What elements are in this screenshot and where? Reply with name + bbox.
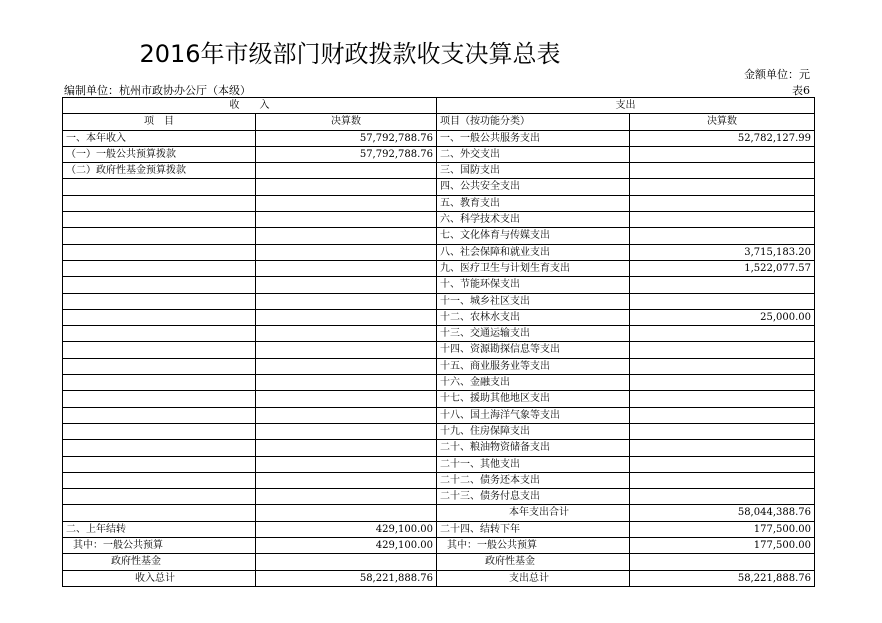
total-expense-label: 本年支出合计	[437, 505, 630, 521]
income-item	[63, 228, 256, 244]
general-expense-value: 177,500.00	[630, 538, 815, 554]
income-item	[63, 293, 256, 309]
expense-amount	[630, 375, 815, 391]
table-row	[63, 358, 815, 374]
expense-amount	[630, 391, 815, 407]
income-amount	[256, 195, 437, 211]
income-amount	[256, 391, 437, 407]
general-expense-label: 其中：一般公共预算	[437, 538, 630, 554]
expense-item: 四、公共安全支出	[437, 179, 630, 195]
carry-row	[63, 521, 815, 537]
table-row	[63, 407, 815, 423]
header-row-2	[63, 114, 815, 130]
expense-amount	[630, 407, 815, 423]
expense-header: 支出	[437, 98, 815, 114]
income-amount	[256, 309, 437, 325]
income-item	[63, 309, 256, 325]
income-item	[63, 195, 256, 211]
expense-item: 二、外交支出	[437, 146, 630, 162]
income-item	[63, 489, 256, 505]
expense-item: 十七、援助其他地区支出	[437, 391, 630, 407]
grand-expense-label: 支出总计	[437, 570, 630, 586]
income-amount	[256, 472, 437, 488]
expense-item: 十、节能环保支出	[437, 277, 630, 293]
expense-item: 二十一、其他支出	[437, 456, 630, 472]
item-func-header: 项目（按功能分类）	[437, 114, 630, 130]
fund-expense-label: 政府性基金	[437, 554, 630, 570]
income-amount: 57,792,788.76	[256, 130, 437, 146]
income-item	[63, 212, 256, 228]
income-amount	[256, 293, 437, 309]
income-item	[63, 326, 256, 342]
income-amount	[256, 489, 437, 505]
income-amount	[256, 163, 437, 179]
income-item	[63, 244, 256, 260]
expense-item: 十八、国土海洋气象等支出	[437, 407, 630, 423]
expense-item: 二十二、债务还本支出	[437, 472, 630, 488]
income-item	[63, 358, 256, 374]
income-item	[63, 440, 256, 456]
expense-item: 一、一般公共服务支出	[437, 130, 630, 146]
income-amount	[256, 407, 437, 423]
table-row	[63, 293, 815, 309]
income-item	[63, 456, 256, 472]
expense-item: 二十三、债务付息支出	[437, 489, 630, 505]
carry-expense-value: 177,500.00	[630, 521, 815, 537]
income-item: 一、本年收入	[63, 130, 256, 146]
income-item	[63, 375, 256, 391]
income-amount	[256, 456, 437, 472]
expense-amount	[630, 179, 815, 195]
fund-income-value	[256, 554, 437, 570]
budget-table	[62, 97, 815, 587]
carry-income-value: 429,100.00	[256, 521, 437, 537]
grand-total-row	[63, 570, 815, 586]
expense-item: 八、社会保障和就业支出	[437, 244, 630, 260]
table-row	[63, 342, 815, 358]
income-amount	[256, 228, 437, 244]
income-amount	[256, 505, 437, 521]
expense-item: 十九、住房保障支出	[437, 423, 630, 439]
grand-income-label: 收入总计	[63, 570, 256, 586]
table-row	[63, 228, 815, 244]
income-amount	[256, 212, 437, 228]
expense-amount	[630, 489, 815, 505]
org-label: 编制单位：杭州市政协办公厅（本级）	[64, 84, 251, 97]
carry-income-label: 二、上年结转	[63, 521, 256, 537]
expense-item: 十三、交通运输支出	[437, 326, 630, 342]
income-item	[63, 179, 256, 195]
income-item	[63, 407, 256, 423]
income-amount	[256, 326, 437, 342]
expense-amount	[630, 212, 815, 228]
table-row	[63, 212, 815, 228]
income-item	[63, 342, 256, 358]
expense-item: 三、国防支出	[437, 163, 630, 179]
table-row	[63, 472, 815, 488]
expense-amount	[630, 342, 815, 358]
income-amount	[256, 342, 437, 358]
expense-amount	[630, 277, 815, 293]
expense-item: 二十、粮油物资储备支出	[437, 440, 630, 456]
table-row	[63, 375, 815, 391]
expense-amount	[630, 456, 815, 472]
expense-item: 十六、金融支出	[437, 375, 630, 391]
expense-amount	[630, 228, 815, 244]
table-row	[63, 130, 815, 146]
table-row	[63, 195, 815, 211]
income-amount	[256, 375, 437, 391]
general-income-value: 429,100.00	[256, 538, 437, 554]
expense-item: 七、文化体育与传媒支出	[437, 228, 630, 244]
fund-income-label: 政府性基金	[63, 554, 256, 570]
table-row	[63, 309, 815, 325]
income-item: （二）政府性基金预算拨款	[63, 163, 256, 179]
total-expense-row	[63, 505, 815, 521]
expense-amount	[630, 423, 815, 439]
income-item	[63, 260, 256, 276]
grand-income-value: 58,221,888.76	[256, 570, 437, 586]
table-row	[63, 456, 815, 472]
income-amount	[256, 244, 437, 260]
expense-amount: 52,782,127.99	[630, 130, 815, 146]
expense-amount: 3,715,183.20	[630, 244, 815, 260]
expense-item: 十一、城乡社区支出	[437, 293, 630, 309]
income-item: （一）一般公共预算拨款	[63, 146, 256, 162]
income-amount	[256, 277, 437, 293]
income-amount: 57,792,788.76	[256, 146, 437, 162]
table-row	[63, 423, 815, 439]
expense-item: 五、教育支出	[437, 195, 630, 211]
expense-amount: 25,000.00	[630, 309, 815, 325]
income-amount	[256, 260, 437, 276]
expense-amount: 1,522,077.57	[630, 260, 815, 276]
income-item	[63, 423, 256, 439]
expense-amount	[630, 195, 815, 211]
item-header: 项 目	[63, 114, 256, 130]
expense-item: 十五、商业服务业等支出	[437, 358, 630, 374]
table-row	[63, 260, 815, 276]
general-income-label: 其中：一般公共预算	[63, 538, 256, 554]
table-row	[63, 146, 815, 162]
income-amount	[256, 423, 437, 439]
expense-amount	[630, 358, 815, 374]
amount-header: 决算数	[256, 114, 437, 130]
income-item	[63, 472, 256, 488]
income-amount	[256, 179, 437, 195]
expense-amount	[630, 146, 815, 162]
unit-label: 金额单位：元	[744, 68, 810, 81]
grand-expense-value: 58,221,888.76	[630, 570, 815, 586]
expense-amount	[630, 163, 815, 179]
expense-amount	[630, 440, 815, 456]
table-row	[63, 163, 815, 179]
page-title: 2016年市级部门财政拨款收支决算总表	[139, 40, 561, 68]
table-row	[63, 326, 815, 342]
table-row	[63, 391, 815, 407]
expense-amount	[630, 326, 815, 342]
income-item	[63, 391, 256, 407]
total-expense-value: 58,044,388.76	[630, 505, 815, 521]
carry-expense-label: 二十四、结转下年	[437, 521, 630, 537]
expense-amount	[630, 472, 815, 488]
fund-row	[63, 554, 815, 570]
table-number: 表6	[792, 84, 810, 97]
table-row	[63, 244, 815, 260]
income-header: 收 入	[63, 98, 437, 114]
fund-expense-value	[630, 554, 815, 570]
income-item	[63, 277, 256, 293]
expense-amount	[630, 293, 815, 309]
expense-item: 六、科学技术支出	[437, 212, 630, 228]
table-row	[63, 277, 815, 293]
table-row	[63, 179, 815, 195]
income-amount	[256, 358, 437, 374]
header-row-1	[63, 98, 815, 114]
general-budget-row	[63, 538, 815, 554]
table-row	[63, 440, 815, 456]
table-row	[63, 489, 815, 505]
expense-item: 九、医疗卫生与计划生育支出	[437, 260, 630, 276]
amount2-header: 决算数	[630, 114, 815, 130]
expense-item: 十二、农林水支出	[437, 309, 630, 325]
income-amount	[256, 440, 437, 456]
expense-item: 十四、资源勘探信息等支出	[437, 342, 630, 358]
income-item	[63, 505, 256, 521]
